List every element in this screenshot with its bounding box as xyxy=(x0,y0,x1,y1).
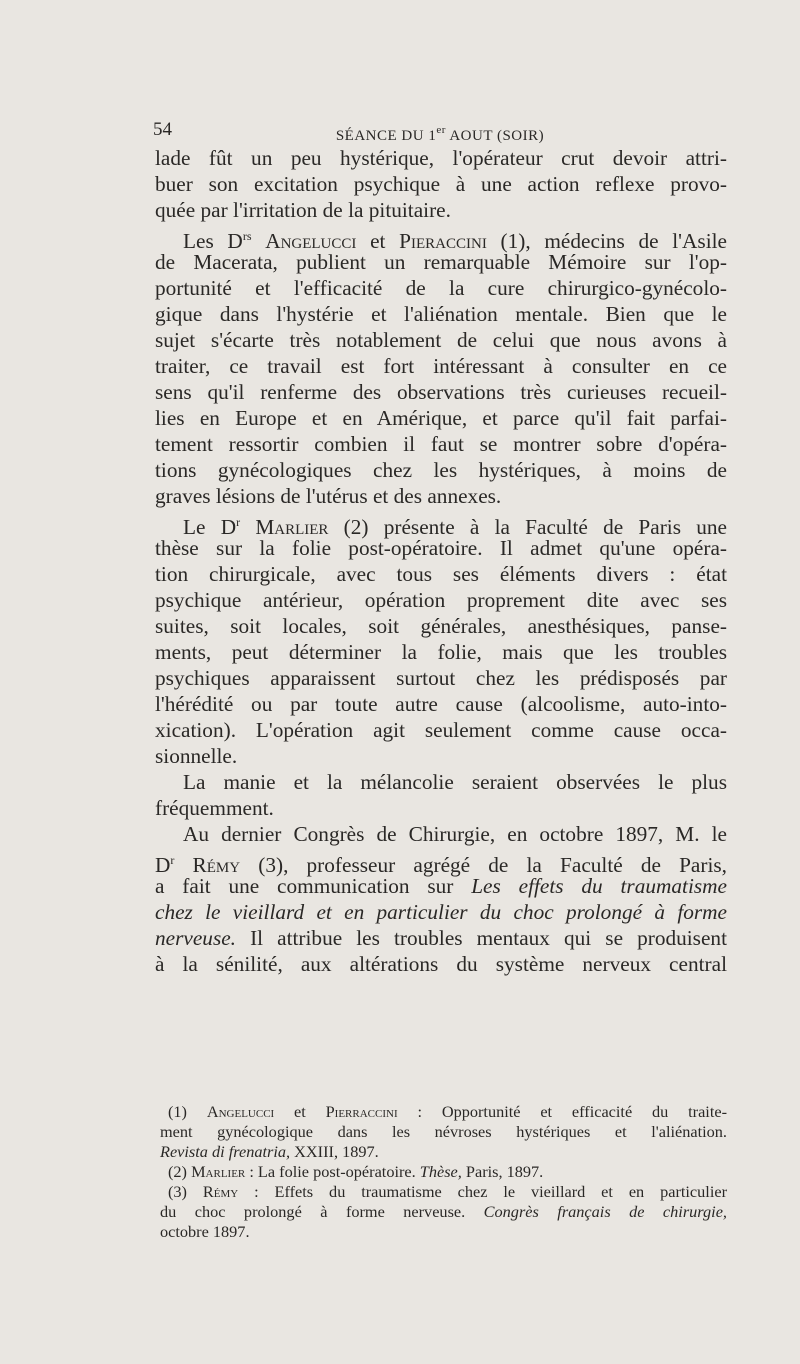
footnote-line: ment gynécologique dans les névroses hystériques et l'aliénation. xyxy=(160,1122,727,1141)
text-line: La manie et la mélancolie seraient observées le plus xyxy=(183,770,727,794)
footnote-2: (2) Marlier : La folie post-opératoire. Thèse, Paris, 1897. xyxy=(168,1162,544,1181)
text-line: lade fût un peu hystérique, l'opérateur crut devoir attri- xyxy=(155,146,727,170)
text-line: Le $D^r$ Marlier (2) présente à la Faculté de Paris une xyxy=(183,515,727,540)
text-line: psychique antérieur, opération proprement dite avec ses xyxy=(155,588,727,612)
text-line: thèse sur la folie post-opératoire. Il admet qu'une opéra- xyxy=(155,536,727,560)
text-line: suites, soit locales, soit générales, anesthésiques, panse- xyxy=(155,614,727,638)
footnote-line: octobre 1897. xyxy=(160,1222,250,1241)
text-line: a fait une communication sur Les effets du traumatisme xyxy=(155,874,727,898)
text-line: tion chirurgicale, avec tous ses éléments divers : état xyxy=(155,562,727,586)
text-line: sens qu'il renferme des observations très curieuses recueil- xyxy=(155,380,727,404)
text-line: traiter, ce travail est fort intéressant à consulter en ce xyxy=(155,354,727,378)
footnote-line: Revista di frenatria, XXIII, 1897. xyxy=(160,1142,379,1161)
running-head-superscript: er xyxy=(436,124,446,136)
running-head-date: AOUT (SOIR) xyxy=(445,128,545,144)
footnote-3: (3) Rémy : Effets du traumatisme chez le vieillard et en particulier xyxy=(168,1182,727,1201)
text-line: nerveuse. Il attribue les troubles mentaux qui se produisent xyxy=(155,926,727,950)
footnote-1: (1) Angelucci et Pierraccini : Opportunité et efficacité du traite- xyxy=(168,1102,727,1121)
author-name: Rémy xyxy=(192,853,241,878)
text-line: xication). L'opération agit seulement comme cause occa- xyxy=(155,718,727,742)
text-line: tement ressortir combien il faut se montrer sobre d'opéra- xyxy=(155,432,727,456)
text-line: portunité et l'efficacité de la cure chirurgico-gynécolo- xyxy=(155,276,727,300)
text-line: buer son excitation psychique à une action reflexe provo- xyxy=(155,172,727,196)
text-line: sujet s'écarte très notablement de celui que nous avons à xyxy=(155,328,727,352)
text-line: psychiques apparaissent surtout chez les prédisposés par xyxy=(155,666,727,690)
text-line: de Macerata, publient un remarquable Mémoire sur l'op- xyxy=(155,250,727,274)
footnote-line: du choc prolongé à forme nerveuse. Congrès français de chirurgie, xyxy=(160,1202,727,1221)
text-line: Au dernier Congrès de Chirurgie, en octobre 1897, M. le xyxy=(183,822,727,846)
text-line: fréquemment. xyxy=(155,796,274,820)
author-name: Marlier xyxy=(255,515,329,540)
text-line: gique dans l'hystérie et l'aliénation mentale. Bien que le xyxy=(155,302,727,326)
text-line: tions gynécologiques chez les hystériques, à moins de xyxy=(155,458,727,482)
body-text xyxy=(155,145,727,977)
page-header xyxy=(153,116,727,144)
running-head-text: SÉANCE DU 1 xyxy=(335,128,437,144)
text-line: l'hérédité ou par toute autre cause (alcoolisme, auto-into- xyxy=(155,692,727,716)
author-name: Pieraccini xyxy=(399,229,487,254)
text-line: sionnelle. xyxy=(155,744,238,768)
author-name: Angelucci xyxy=(265,229,357,254)
text-line: à la sénilité, aux altérations du système nerveux central xyxy=(155,952,727,976)
text-line: ments, peut déterminer la folie, mais que les troubles xyxy=(155,640,727,664)
text-line: lies en Europe et en Amérique, et parce qu'il fait parfai- xyxy=(155,406,727,430)
text-line: $D^r$ Rémy (3), professeur agrégé de la Faculté de Paris, xyxy=(155,853,728,878)
text-line: Les $D^{rs}$ Angelucci et Pieraccini (1), médecins de l'Asile xyxy=(183,229,727,254)
title-italic: Les effets du traumatisme xyxy=(471,874,727,898)
text-line: graves lésions de l'utérus et des annexes. xyxy=(155,484,502,508)
footnotes xyxy=(160,1102,727,1242)
page-number: 54 xyxy=(153,119,172,140)
text-line: chez le vieillard et en particulier du choc prolongé à forme xyxy=(155,900,727,924)
text-line: quée par l'irritation de la pituitaire. xyxy=(155,198,451,222)
